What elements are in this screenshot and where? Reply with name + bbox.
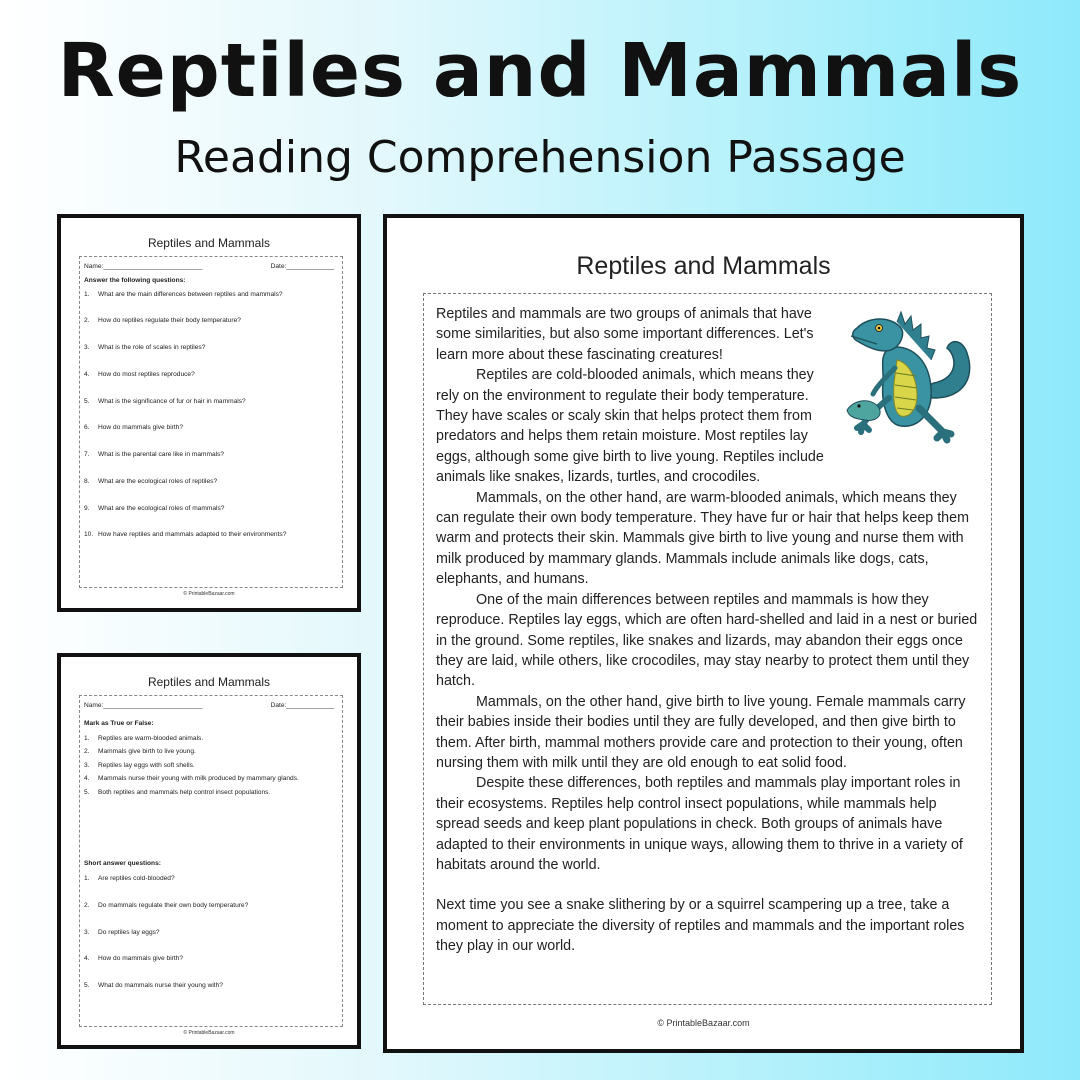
passage-paragraph: One of the main differences between reptiles and mammals is how they reproduce. Reptiles lay eggs, which are often hard-shelled and laid in a nest or buried in the ground. Some reptiles, like snakes and lizards, may abandon their eggs once they are laid, while others, like crocodiles, may stay nearby to protect them until they hatch.	[436, 591, 978, 690]
name-field-label: Name:___________________________	[84, 263, 203, 270]
short-answer-item: 2. Do mammals regulate their own body temperature?	[84, 902, 249, 909]
short-answer-item: 5. What do mammals nurse their young with?	[84, 982, 223, 989]
passage-paragraph: Mammals, on the other hand, give birth to live young. Female mammals carry their babies inside their bodies until they are fully developed, and then give birth to them. After birth, mammal mothers provide care and protection to their young, often nursing them with milk until they are old enough to eat solid food.	[436, 693, 966, 771]
worksheet-footer: © PrintableBazaar.com	[183, 591, 235, 597]
worksheet-title: Reptiles and Mammals	[147, 236, 271, 250]
passage-page	[383, 214, 1024, 1053]
worksheet-true-false-preview	[57, 653, 361, 1049]
date-field-label: Date:_____________	[270, 263, 334, 270]
section-heading: Mark as True or False:	[84, 720, 154, 727]
true-false-item: 5. Both reptiles and mammals help control insect populations.	[84, 789, 271, 796]
section-heading: Answer the following questions:	[84, 277, 186, 284]
true-false-item: 1. Reptiles are warm-blooded animals.	[84, 735, 204, 742]
worksheet-content-box	[79, 695, 343, 1027]
date-field-label: Date:_____________	[270, 702, 334, 709]
question-item: 1. What are the main differences between reptiles and mammals?	[84, 291, 283, 298]
short-answer-item: 3. Do reptiles lay eggs?	[84, 929, 160, 936]
passage-paragraph: Reptiles and mammals are two groups of animals that have some similarities, but also some important differences. Let's learn more about these fascinating creatures!	[436, 306, 814, 363]
question-item: 6. How do mammals give birth?	[84, 424, 184, 431]
true-false-item: 3. Reptiles lay eggs with soft shells.	[84, 762, 195, 769]
passage-paragraph: Mammals, on the other hand, are warm-blooded animals, which means they can regulate their own body temperature. They have fur or hair that helps keep them warm and protects their skin. Mammals give birth to live young and nurse them with milk produced by mammary glands. Mammals include animals like dogs, cats, elephants, and humans.	[436, 489, 969, 588]
passage-paragraph: Next time you see a snake slithering by or a squirrel scampering up a tree, take a moment to appreciate the diversity of reptiles and mammals and the important roles they play in our world.	[436, 897, 965, 955]
question-item: 10. How have reptiles and mammals adapted to their environments?	[84, 531, 287, 538]
section-heading: Short answer questions:	[84, 860, 161, 867]
question-item: 5. What is the significance of fur or hair in mammals?	[84, 398, 246, 405]
question-item: 8. What are the ecological roles of reptiles?	[84, 478, 218, 485]
name-field-label: Name:___________________________	[84, 702, 203, 709]
question-item: 2. How do reptiles regulate their body temperature?	[84, 317, 241, 324]
true-false-item: 4. Mammals nurse their young with milk produced by mammary glands.	[84, 775, 299, 782]
passage-paragraph: Reptiles are cold-blooded animals, which means they rely on the environment to regulate their body temperature. They have scales or scaly skin that helps protect them from predators and helps them retain moisture. Most reptiles lay eggs, although some give birth to live young. Reptiles include animals like snakes, lizards, turtles, and crocodiles.	[436, 367, 824, 486]
true-false-item: 2. Mammals give birth to live young.	[84, 748, 196, 755]
question-item: 7. What is the parental care like in mammals?	[84, 451, 225, 458]
lizard-illustration-icon	[839, 298, 989, 448]
worksheet-title: Reptiles and Mammals	[147, 675, 271, 689]
short-answer-item: 4. How do mammals give birth?	[84, 955, 184, 962]
passage-paragraph: Despite these differences, both reptiles and mammals play important roles in their ecosystems. Reptiles help control insect populations, while mammals help spread seeds and keep plant populations in check. Both groups of animals have adapted to their environments in unique ways, allowing them to thrive in a variety of habitats around the world.	[436, 775, 963, 873]
worksheet-content-box	[79, 256, 343, 588]
passage-footer: © PrintableBazaar.com	[657, 1018, 750, 1028]
worksheet-questions-preview	[57, 214, 361, 612]
short-answer-item: 1. Are reptiles cold-blooded?	[84, 875, 175, 882]
question-item: 3. What is the role of scales in reptiles?	[84, 344, 206, 351]
worksheet-footer: © PrintableBazaar.com	[183, 1030, 235, 1036]
question-item: 4. How do most reptiles reproduce?	[84, 371, 195, 378]
question-item: 9. What are the ecological roles of mammals?	[84, 505, 225, 512]
passage-title: Reptiles and Mammals	[576, 252, 831, 280]
page-title: Reptiles and Mammals	[57, 28, 1023, 114]
passage-box	[423, 293, 992, 1005]
page-subtitle: Reading Comprehension Passage	[174, 132, 906, 183]
